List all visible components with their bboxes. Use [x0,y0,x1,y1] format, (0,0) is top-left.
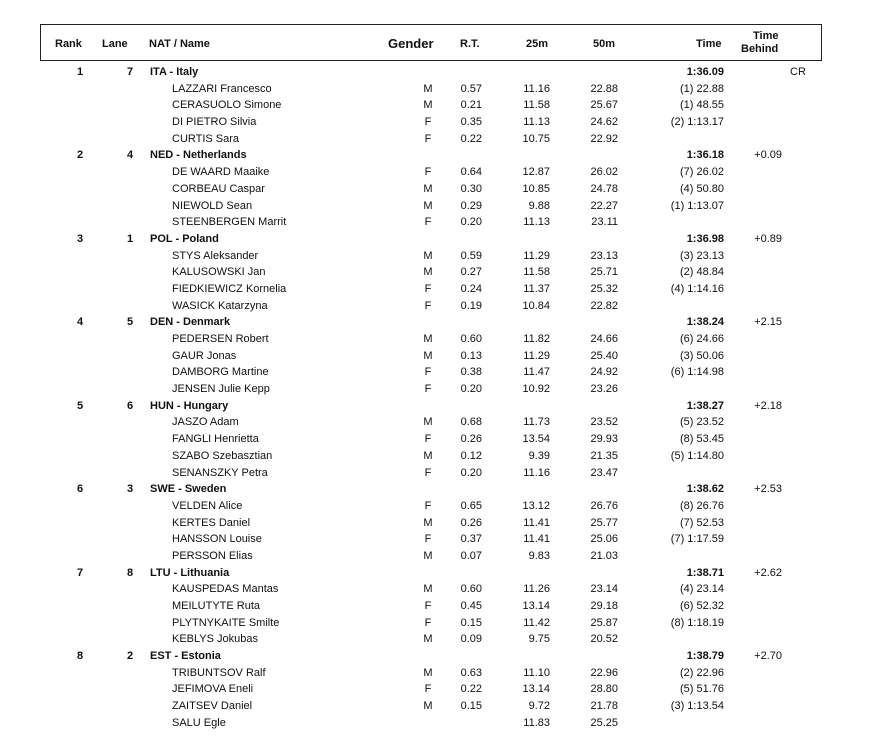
cumulative-time: (1) 48.55 [679,99,724,112]
split-50m: 22.82 [590,299,618,312]
split-50m: 23.26 [590,383,618,396]
cumulative-time: (2) 1:13.17 [670,116,724,129]
cumulative-time: (1) 22.88 [679,82,724,95]
reaction-time: 0.45 [460,600,482,612]
reaction-time: 0.13 [460,349,482,362]
split-50m: 23.52 [590,416,618,429]
split-50m: 20.52 [590,633,618,646]
swimmer-name: MEILUTYTE Ruta [172,600,261,612]
team-time: 1:38.24 [686,316,724,329]
swimmer-gender: F [424,600,432,612]
reaction-time: 0.12 [460,449,482,462]
column-header-gender: Gender [388,36,434,51]
team-row [0,314,880,331]
split-25m: 11.58 [523,99,550,112]
swimmer-gender: M [423,516,433,529]
team-time-behind: +2.70 [754,650,782,663]
team-time-behind: +0.89 [754,232,782,245]
column-header-25m: 25m [526,38,549,50]
swimmer-name: PERSSON Elias [172,549,253,562]
team-time-behind: +2.18 [754,399,782,412]
split-50m: 25.87 [590,616,618,629]
swimmer-gender: M [423,99,433,112]
swimmer-gender: M [423,266,433,279]
reaction-time: 0.20 [460,466,482,479]
swimmer-gender: M [423,633,433,646]
team-name: LTU - Lithuania [150,566,230,579]
swimmer-name: SZABO Szebasztian [172,449,273,462]
team-lane: 4 [126,149,134,162]
swimmer-gender: M [423,249,433,262]
swimmer-gender: F [424,299,432,312]
split-50m: 25.32 [590,282,618,295]
reaction-time: 0.38 [460,366,482,379]
swimmer-row [0,665,880,682]
team-lane: 7 [126,66,134,78]
team-time-behind: +2.62 [754,566,782,579]
team-time: 1:38.62 [686,483,724,496]
swimmer-name: KAUSPEDAS Mantas [172,583,279,596]
reaction-time: 0.26 [460,516,482,529]
team-rank: 1 [76,66,84,78]
split-50m: 23.47 [590,466,618,479]
split-25m: 11.13 [523,116,550,129]
cumulative-time: (5) 23.52 [679,416,724,429]
split-25m: 11.82 [523,333,550,345]
cumulative-time: (4) 50.80 [679,182,724,195]
reaction-time: 0.20 [460,216,482,229]
team-name: HUN - Hungary [150,399,229,412]
swimmer-gender: M [423,700,433,713]
swimmer-name: GAUR Jonas [172,349,237,362]
cumulative-time: (8) 53.45 [679,433,724,446]
split-50m: 28.80 [590,683,618,696]
swimmer-gender: F [424,683,432,696]
reaction-time: 0.09 [460,633,482,646]
split-25m: 11.16 [523,466,550,479]
split-50m: 23.13 [590,249,618,262]
split-50m: 22.27 [590,199,618,212]
cumulative-time: (7) 26.02 [679,166,724,179]
swimmer-row [0,298,880,315]
split-50m: 24.78 [590,182,618,195]
split-25m: 11.58 [523,266,550,279]
cumulative-time: (2) 48.84 [679,266,724,279]
reaction-time: 0.24 [460,282,482,295]
swimmer-name: CURTIS Sara [172,132,240,145]
team-rank: 5 [76,399,84,412]
swimmer-row [0,348,880,365]
swimmer-gender: F [424,166,432,179]
cumulative-time: (4) 1:14.16 [670,282,724,295]
split-50m: 24.62 [590,116,618,129]
swimmer-name: WASICK Katarzyna [172,299,268,312]
team-row [0,231,880,248]
swimmer-gender: M [423,416,433,429]
swimmer-gender: F [424,466,432,479]
split-25m: 11.47 [523,366,550,379]
column-header-nat-name: NAT / Name [149,38,210,50]
reaction-time: 0.27 [460,266,482,279]
column-header-time-behind-2: Behind [741,43,779,55]
split-50m: 21.35 [590,449,618,462]
swimmer-gender: F [424,499,432,512]
split-50m: 23.11 [591,216,618,229]
swimmer-row [0,615,880,632]
swimmer-row [0,248,880,265]
reaction-time: 0.21 [460,99,482,112]
team-lane: 2 [126,650,134,663]
swimmer-name: JASZO Adam [172,416,239,429]
swimmer-row [0,164,880,181]
split-25m: 10.75 [522,132,550,145]
swimmer-row [0,381,880,398]
swimmer-gender: F [424,282,432,295]
swimmer-name: HANSSON Louise [172,533,262,546]
reaction-time: 0.19 [460,299,482,312]
team-name: POL - Poland [150,232,219,245]
split-25m: 10.84 [522,299,550,312]
reaction-time: 0.63 [460,666,482,679]
swimmer-row [0,498,880,515]
reaction-time: 0.22 [460,683,482,696]
team-row [0,481,880,498]
split-25m: 11.73 [523,416,550,429]
split-50m: 21.78 [590,700,618,713]
swimmer-row [0,448,880,465]
swimmer-gender: F [424,383,432,396]
results-table-header [40,24,822,61]
team-lane: 6 [126,399,134,412]
swimmer-gender: M [423,666,433,679]
swimmer-name: DAMBORG Martine [172,366,269,379]
swimmer-name: SENANSZKY Petra [172,466,268,479]
split-50m: 22.92 [590,132,618,145]
split-25m: 13.14 [522,600,550,612]
split-50m: 23.14 [590,583,618,596]
split-50m: 25.40 [590,349,618,362]
swimmer-row [0,181,880,198]
cumulative-time: (2) 22.96 [679,666,724,679]
cumulative-time: (6) 1:14.98 [670,366,724,379]
column-header-rank: Rank [55,38,82,50]
column-header-rt: R.T. [460,38,480,50]
swimmer-gender: F [424,116,432,129]
cumulative-time: (7) 52.53 [679,516,724,529]
team-rank: 6 [76,483,84,496]
swimmer-row [0,331,880,348]
team-rank: 2 [76,149,84,162]
swimmer-row [0,598,880,615]
split-25m: 10.85 [522,182,550,195]
swimmer-name: PLYTNYKAITE Smilte [172,616,280,629]
swimmer-gender: F [424,616,432,629]
swimmer-row [0,698,880,715]
reaction-time: 0.20 [460,383,482,396]
swimmer-row [0,465,880,482]
split-50m: 29.93 [590,433,618,446]
swimmer-name: KALUSOWSKI Jan [172,266,266,279]
column-header-lane: Lane [102,38,128,50]
split-25m: 12.87 [522,166,550,179]
split-25m: 11.29 [523,249,550,262]
swimmer-row [0,581,880,598]
swimmer-name: KEBLYS Jokubas [172,633,259,646]
split-25m: 9.75 [528,633,550,646]
team-name: ITA - Italy [150,66,199,78]
swimmer-name: STEENBERGEN Marrit [172,216,287,229]
swimmer-name: ZAITSEV Daniel [172,700,253,713]
swimmer-gender: M [423,333,433,345]
split-50m: 21.03 [590,549,618,562]
team-name: EST - Estonia [150,650,221,663]
split-50m: 25.25 [590,716,618,729]
swimmer-name: PEDERSEN Robert [172,333,269,345]
reaction-time: 0.60 [460,333,482,345]
split-25m: 11.10 [523,666,550,679]
team-name: SWE - Sweden [150,483,227,496]
swimmer-name: KERTES Daniel [172,516,251,529]
team-time-behind: +2.15 [754,316,782,329]
split-25m: 11.41 [523,533,550,546]
reaction-time: 0.15 [460,700,482,713]
swimmer-row [0,548,880,565]
swimmer-name: CORBEAU Caspar [172,182,265,195]
swimmer-name: SALU Egle [172,716,226,729]
reaction-time: 0.60 [460,583,482,596]
swimmer-gender: M [423,82,433,95]
team-name: NED - Netherlands [150,149,247,162]
swimmer-row [0,81,880,98]
swimmer-row [0,214,880,231]
split-50m: 25.67 [590,99,618,112]
swimmer-name: DE WAARD Maaike [172,166,270,179]
swimmer-gender: F [424,132,432,145]
team-row [0,64,880,81]
split-25m: 13.12 [522,499,550,512]
reaction-time: 0.59 [460,249,482,262]
split-25m: 9.88 [528,199,550,212]
team-name: DEN - Denmark [150,316,231,329]
cumulative-time: (5) 51.76 [679,683,724,696]
cumulative-time: (7) 1:17.59 [670,533,724,546]
reaction-time: 0.15 [460,616,482,629]
swimmer-name: DI PIETRO Silvia [172,116,257,129]
team-lane: 1 [126,232,134,245]
split-25m: 11.41 [523,516,550,529]
team-rank: 8 [76,650,84,663]
split-25m: 13.14 [522,683,550,696]
split-50m: 29.18 [590,600,618,612]
swimmer-gender: F [424,366,432,379]
record-badge: CR [790,66,806,78]
split-25m: 11.16 [523,82,550,95]
split-25m: 11.29 [523,349,550,362]
swimmer-row [0,264,880,281]
team-lane: 5 [126,316,134,329]
team-time-behind: +2.53 [754,483,782,496]
reaction-time: 0.07 [460,549,482,562]
cumulative-time: (3) 1:13.54 [670,700,724,713]
split-50m: 26.02 [590,166,618,179]
reaction-time: 0.29 [460,199,482,212]
split-50m: 26.76 [590,499,618,512]
swimmer-name: STYS Aleksander [172,249,259,262]
cumulative-time: (3) 50.06 [679,349,724,362]
split-25m: 9.83 [528,549,550,562]
swimmer-row [0,198,880,215]
cumulative-time: (8) 1:18.19 [670,616,724,629]
swimmer-gender: M [423,549,433,562]
swimmer-row [0,114,880,131]
swimmer-name: LAZZARI Francesco [172,82,272,95]
team-lane: 8 [126,566,134,579]
split-50m: 25.77 [590,516,618,529]
swimmer-row [0,531,880,548]
swimmer-gender: F [424,533,432,546]
cumulative-time: (4) 23.14 [679,583,724,596]
swimmer-gender: F [424,433,432,446]
team-row [0,565,880,582]
swimmer-row [0,97,880,114]
swimmer-row [0,281,880,298]
swimmer-gender: M [423,199,433,212]
results-table-body [0,64,880,732]
team-rank: 4 [76,316,84,329]
column-header-time-behind-1: Time [753,30,779,42]
swimmer-name: FANGLI Henrietta [172,433,259,446]
split-50m: 24.66 [590,333,618,345]
swimmer-name: FIEDKIEWICZ Kornelia [172,282,287,295]
reaction-time: 0.35 [460,116,482,129]
split-25m: 11.26 [523,583,550,596]
cumulative-time: (8) 26.76 [679,499,724,512]
team-time: 1:36.98 [686,232,724,245]
swimmer-name: VELDEN Alice [172,499,243,512]
split-25m: 11.42 [523,616,550,629]
swimmer-name: JEFIMOVA Eneli [172,683,254,696]
split-50m: 25.06 [590,533,618,546]
reaction-time: 0.57 [460,82,482,95]
swimmer-row [0,715,880,732]
cumulative-time: (1) 1:13.07 [670,199,724,212]
swimmer-row [0,131,880,148]
swimmer-row [0,681,880,698]
team-time: 1:38.79 [686,650,724,663]
cumulative-time: (6) 24.66 [679,333,724,345]
reaction-time: 0.65 [460,499,482,512]
column-header-50m: 50m [593,38,616,50]
split-50m: 24.92 [590,366,618,379]
reaction-time: 0.68 [460,416,482,429]
split-50m: 22.96 [590,666,618,679]
reaction-time: 0.30 [460,182,482,195]
swimmer-row [0,631,880,648]
team-row [0,147,880,164]
swimmer-row [0,515,880,532]
cumulative-time: (6) 52.32 [679,600,724,612]
team-time: 1:38.71 [686,566,724,579]
split-25m: 9.72 [528,700,550,713]
swimmer-gender: M [423,449,433,462]
reaction-time: 0.37 [460,533,482,546]
team-rank: 3 [76,232,84,245]
team-time: 1:36.09 [686,66,724,78]
split-50m: 25.71 [590,266,618,279]
swimmer-gender: M [423,349,433,362]
split-25m: 11.83 [523,716,550,729]
reaction-time: 0.64 [460,166,482,179]
team-time: 1:38.27 [686,399,724,412]
split-25m: 13.54 [522,433,550,446]
column-header-time: Time [696,38,722,50]
team-lane: 3 [126,483,134,496]
swimmer-name: TRIBUNTSOV Ralf [172,666,266,679]
swimmer-name: CERASUOLO Simone [172,99,282,112]
reaction-time: 0.26 [460,433,482,446]
team-rank: 7 [76,566,84,579]
swimmer-row [0,431,880,448]
team-time-behind: +0.09 [754,149,782,162]
split-50m: 22.88 [590,82,618,95]
cumulative-time: (3) 23.13 [679,249,724,262]
swimmer-row [0,364,880,381]
split-25m: 11.13 [523,216,550,229]
swimmer-gender: F [424,216,432,229]
team-row [0,648,880,665]
team-time: 1:36.18 [686,149,724,162]
reaction-time: 0.22 [460,132,482,145]
cumulative-time: (5) 1:14.80 [670,449,724,462]
team-row [0,398,880,415]
swimmer-row [0,414,880,431]
swimmer-gender: M [423,583,433,596]
split-25m: 9.39 [528,449,550,462]
split-25m: 10.92 [522,383,550,396]
swimmer-gender: M [423,182,433,195]
swimmer-name: JENSEN Julie Kepp [172,383,270,396]
swimmer-name: NIEWOLD Sean [172,199,253,212]
split-25m: 11.37 [523,282,550,295]
